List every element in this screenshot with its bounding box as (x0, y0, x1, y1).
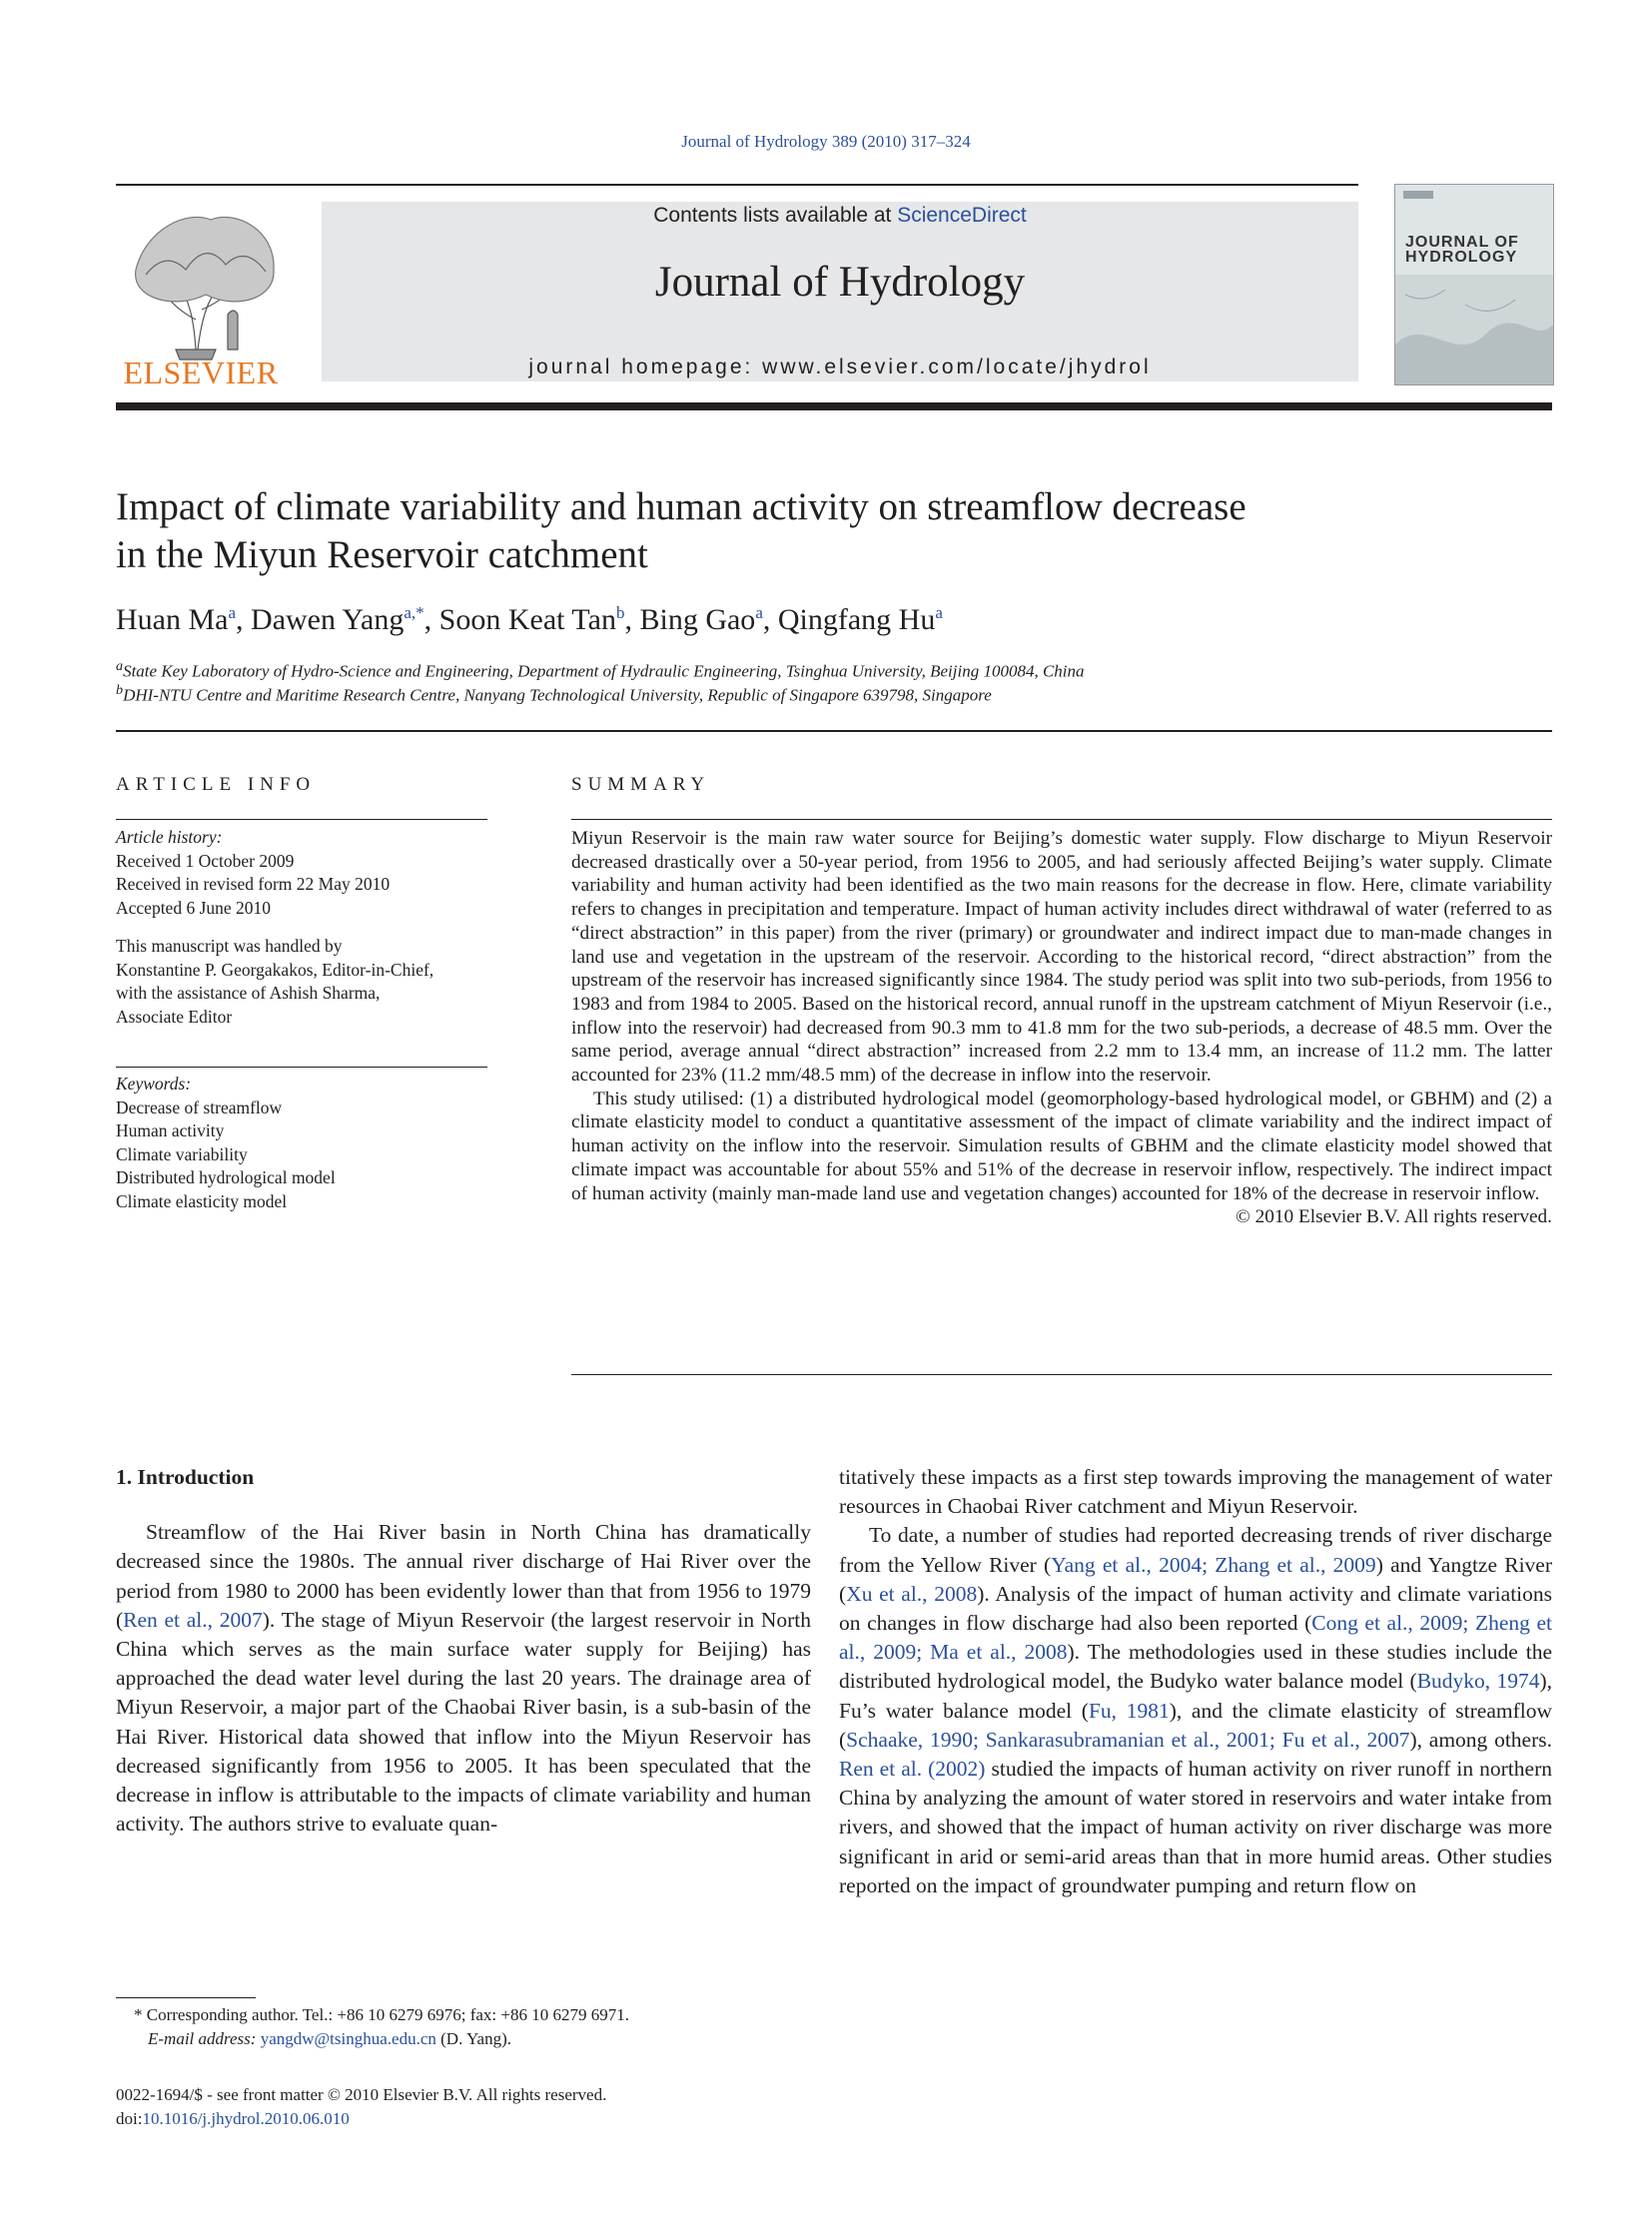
corresponding-author-note: * Corresponding author. Tel.: +86 10 6279 6976; fax: +86 10 6279 6971. (134, 2005, 629, 2024)
email-link[interactable]: yangdw@tsinghua.edu.cn (260, 2029, 436, 2048)
cover-logo-block (1403, 191, 1433, 199)
handled-line: This manuscript was handled by (116, 936, 343, 956)
author: Bing Gao (639, 603, 756, 636)
doi-line (116, 2107, 350, 2130)
text-run: ). Analysis of the impact of human activity and climate variations on changes in flow discharge had also been reported ( (839, 1581, 1553, 1636)
text-run: To date, a number of studies had reported decreasing trends of river discharge from the Yellow River ( (839, 1523, 1552, 1577)
keyword: Climate elasticity model (116, 1190, 288, 1211)
abstract-copyright: © 2010 Elsevier B.V. All rights reserved. (1236, 1206, 1552, 1228)
text-run: ). The stage of Miyun Reservoir (the largest reservoir in North China which serves as the main surface water supply for Beijing) has approached the dead water level during the last 20 years. The drainage area of Miyun Reservoir, a major part of the Chaobai River basin, is a sub-basin of the Hai River. Historical data showed that inflow into the Miyun Reservoir has decreased significantly from 1956 to 2005. It has been speculated that the decrease in inflow is attributable to the impacts of climate variability and human activity. The authors strive to evaluate quan- (116, 1607, 812, 1837)
handled-line: with the assistance of Ashish Sharma, (116, 983, 381, 1003)
issn-line: 0022-1694/$ - see front matter © 2010 Elsevier B.V. All rights reserved. (116, 2085, 607, 2104)
cover-image (1395, 275, 1553, 384)
author-affil-mark[interactable]: b (615, 603, 625, 622)
text-run: ) and Yangtze River ( (839, 1552, 1553, 1606)
affiliation-text: DHI-NTU Centre and Maritime Research Centre, Nanyang Technological University, Republic of Singapore 639798, Singapore (123, 685, 992, 705)
body-paragraph (116, 1518, 811, 1839)
article-history (116, 826, 490, 1029)
author-affil-mark[interactable]: a (228, 603, 237, 622)
body-paragraph (839, 1521, 1552, 1900)
text-run: studied the impacts of human activity on river runoff in northern China by analyzing the amount of water stored in reservoirs and water intake from rivers, and showed that the impact of human activity on river discharge was more significant in arid or semi-arid areas than that in more humid areas. Other studies reported on the impact of groundwater pumping and return flow on (839, 1757, 1552, 1897)
keyword: Decrease of streamflow (116, 1097, 283, 1117)
affiliation-a (116, 658, 1085, 682)
keyword: Distributed hydrological model (116, 1167, 336, 1187)
footnote-rule (116, 1997, 256, 1998)
author: Huan Ma (116, 603, 229, 636)
doi-label: doi: (116, 2109, 143, 2128)
text-run: ). The methodologies used in these studies include the distributed hydrological model, the Budyko water balance model ( (839, 1640, 1552, 1694)
affiliation-mark: b (116, 682, 124, 698)
author-affil-mark[interactable]: a (755, 603, 763, 622)
email-suffix: (D. Yang). (435, 2029, 511, 2048)
keywords (116, 1073, 490, 1213)
section-rule (116, 730, 1552, 732)
keywords-label: Keywords: (116, 1074, 192, 1094)
email-note (148, 2027, 511, 2050)
body-paragraph: titatively these impacts as a first step towards improving the management of water resources in Chaobai River catchment and Miyun Reservoir. (839, 1465, 1552, 1519)
keyword: Climate variability (116, 1143, 248, 1164)
summary-heading: SUMMARY (571, 774, 711, 795)
handled-line: Associate Editor (116, 1006, 233, 1027)
reference-link[interactable]: Schaake, 1990; Sankarasubramanian et al., 2001; Fu et al., 2007 (846, 1727, 1410, 1752)
affiliation-b (116, 682, 992, 706)
doi-link[interactable]: 10.1016/j.jhydrol.2010.06.010 (142, 2109, 350, 2128)
handled-line: Konstantine P. Georgakakos, Editor-in-Chief, (116, 959, 434, 980)
title-line-2: in the Miyun Reservoir catchment (116, 533, 648, 576)
history-item: Received in revised form 22 May 2010 (116, 874, 391, 894)
affiliation-text: State Key Laboratory of Hydro-Science and Engineering, Department of Hydraulic Engineering, Tsinghua University, Beijing 100084, China (123, 661, 1085, 681)
author-affil-mark[interactable]: a (935, 603, 943, 622)
summary-rule-top (571, 819, 1552, 820)
reference-link[interactable]: Ren et al., 2007 (123, 1607, 263, 1632)
journal-title: Journal of Hydrology (654, 259, 1026, 306)
reference-link[interactable]: Fu, 1981 (1088, 1698, 1170, 1723)
publisher-wordmark: ELSEVIER (123, 355, 279, 390)
article-info-rule (116, 819, 487, 820)
reference-link[interactable]: Budyko, 1974 (1416, 1669, 1540, 1694)
journal-homepage[interactable]: journal homepage: www.elsevier.com/locate/jhydrol (528, 356, 1152, 378)
body-left-column (116, 1463, 811, 1839)
text-run: ), among others. (1409, 1727, 1553, 1752)
body-right-column (839, 1463, 1552, 1900)
keywords-rule (116, 1067, 487, 1068)
header-top-rule (116, 184, 1358, 186)
affiliation-mark: a (116, 658, 124, 674)
author: Soon Keat Tan (438, 603, 616, 636)
section-heading: 1. Introduction (116, 1465, 255, 1489)
abstract-paragraph: Miyun Reservoir is the main raw water source for Beijing’s domestic water supply. Flow discharge to Miyun Reservoir decreased drastically over a 50-year period, from 1956 to 2005, and had seriously affected Beijing’s water supply. Climate variability and human activity had been identified as the two main reasons for the decrease in flow. Here, climate variability refers to changes in precipitation and temperature. Impact of human activity includes direct withdrawal of water (referred to as “direct abstraction” in this paper) from the river (primary) or groundwater and indirect impact due to man-made changes in land use and vegetation in the upstream of the reservoir. According to the historical record, “direct abstraction” from the upstream of the reservoir has increased significantly since 1984. The study period was split into two sub-periods, from 1956 to 1983 and from 1984 to 2005. Based on the historical record, annual runoff in the upstream catchment of Miyun Reservoir (i.e., inflow into the reservoir) had decreased from 90.3 mm to 41.8 mm for the two sub-periods, a decrease of 48.5 mm. Over the same period, average annual “direct abstraction” increased from 2.2 mm to 13.4 mm, an increase of 11.2 mm. The latter accounted for 23% (11.2 mm/48.5 mm) of the decrease in inflow into the reservoir. (571, 828, 1552, 1087)
author-list: Huan Ma$^a$, Dawen Yang$^{a,*}$, Soon Keat Tan$^b$, Bing Gao$^a$, Qingfang Hu$^a$ (116, 603, 943, 636)
reference-link[interactable]: Cong et al., 2009; Zheng et al., 2009; Ma et al., 2008 (839, 1611, 1552, 1665)
reference-link[interactable]: Yang et al., 2004; Zhang et al., 2009 (1051, 1552, 1376, 1577)
email-label: E-mail address: (148, 2029, 261, 2048)
text-run: ), and the climate elasticity of streamflow ( (839, 1698, 1553, 1752)
history-item: Accepted 6 June 2010 (116, 897, 272, 918)
article-title (116, 483, 1514, 579)
reference-link[interactable]: Ren et al. (2002) (839, 1757, 986, 1782)
author: Dawen Yang (251, 603, 405, 636)
history-label: Article history: (116, 827, 223, 847)
article-info-heading: ARTICLE INFO (116, 774, 317, 795)
author-affil-mark[interactable]: a,* (404, 603, 424, 622)
journal-cover-thumbnail (1394, 184, 1554, 385)
abstract-paragraph: This study utilised: (1) a distributed hydrological model (geomorphology-based hydrological model, or GBHM) and (2) a climate elasticity model to conduct a quantitative assessment of the impact of climate variability and the indirect impact of human activity on the inflow into the reservoir. Simulation results of GBHM and the climate elasticity model showed that climate impact was accountable for about 55% and 51% of the decrease in reservoir inflow, respectively. The indirect impact of human activity (mainly man-made land use and vegetation changes) accounted for 18% of the decrease in reservoir inflow. (571, 1088, 1552, 1204)
text-run: Streamflow of the Hai River basin in North China has dramatically decreased since the 1980s. The annual river discharge of Hai River over the period from 1980 to 2000 has been evidently lower than that from 1956 to 1979 ( (116, 1520, 811, 1632)
cover-title: JOURNAL OF HYDROLOGY (1405, 234, 1519, 266)
header-bottom-rule (116, 402, 1552, 410)
history-item: Received 1 October 2009 (116, 850, 295, 871)
text-run: ), Fu’s water balance model ( (839, 1669, 1553, 1723)
contents-prefix: Contents lists available at (653, 204, 898, 227)
contents-line (322, 204, 1358, 228)
reference-link[interactable]: Xu et al., 2008 (846, 1581, 978, 1606)
keyword: Human activity (116, 1120, 225, 1140)
author: Qingfang Hu (777, 603, 936, 636)
title-line-1: Impact of climate variability and human activity on streamflow decrease (116, 485, 1246, 528)
abstract (571, 827, 1552, 1229)
summary-rule-bottom (571, 1374, 1552, 1375)
sciencedirect-link[interactable]: ScienceDirect (897, 204, 1027, 227)
journal-citation[interactable]: Journal of Hydrology 389 (2010) 317–324 (681, 132, 971, 151)
